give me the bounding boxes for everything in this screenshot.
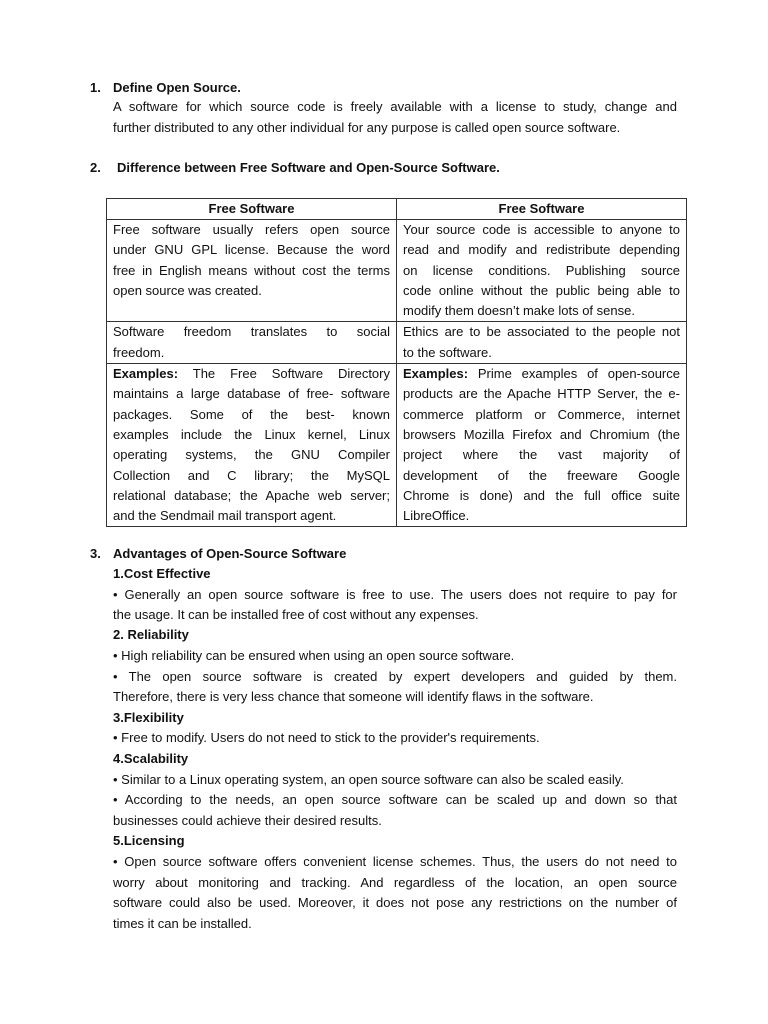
cell-line: on license conditions. Publishing source (403, 262, 680, 278)
q3-heading (90, 544, 346, 564)
section-heading-scalability: 4.Scalability (113, 751, 189, 766)
section-line: times it can be installed. (113, 916, 252, 931)
cell-line: development of the freeware Google (403, 467, 680, 483)
table-header-open-source-software: Free Software (397, 199, 687, 220)
section-line: • High reliability can be ensured when using an open source software. (113, 648, 515, 663)
section-heading-reliability: 2. Reliability (113, 627, 189, 642)
table-cell-left (107, 364, 397, 527)
section-line: businesses could achieve their desired results. (113, 813, 382, 828)
section-line: • Similar to a Linux operating system, an open source software can also be scaled easily. (113, 772, 624, 787)
table-row (107, 220, 687, 322)
q3-title: Advantages of Open-Source Software (113, 546, 347, 561)
cell-line: Chrome is done) and the full office suite (403, 487, 680, 503)
examples-label: Examples: (113, 366, 179, 382)
cell-line: commerce platform or Commerce, internet (403, 406, 680, 422)
cell-line: freedom. (113, 344, 165, 360)
section-line: • Generally an open source software is free to use. The users does not require to pay for (113, 587, 677, 602)
table-cell-right (397, 364, 687, 527)
section-line: worry about monitoring and tracking. And regardless of the location, an open source (113, 875, 677, 890)
cell-line (113, 364, 390, 384)
q2-number: 2. (90, 160, 101, 175)
section-line: software could also be used. Moreover, it does not pose any restrictions on the number of (113, 895, 677, 910)
section-line: Therefore, there is very less chance that someone will identify flaws in the software. (113, 689, 594, 704)
cell-line: code online without the public being able to (403, 282, 680, 298)
cell-line (403, 364, 680, 384)
table-cell-left (107, 220, 397, 322)
section-line: • Free to modify. Users do not need to stick to the provider's requirements. (113, 730, 540, 745)
table-header-free-software: Free Software (107, 199, 397, 220)
cell-line: read and modify and redistribute depending (403, 242, 680, 258)
section-heading-cost-effective: 1.Cost Effective (113, 566, 211, 581)
section-line: • Open source software offers convenient license schemes. Thus, the users do not need to (113, 854, 677, 869)
examples-text: Prime examples of open-source (468, 366, 680, 382)
q2-title: Difference between Free Software and Open-Source Software. (117, 160, 500, 175)
examples-label: Examples: (403, 366, 469, 382)
cell-line: packages. Some of the best- known (113, 406, 390, 422)
section-heading-flexibility: 3.Flexibility (113, 710, 184, 725)
cell-line: Free software usually refers open source (113, 222, 390, 237)
q1-line-2: further distributed to any other individual for any purpose is called open source software. (113, 120, 621, 135)
cell-line: Collection and C library; the MySQL (113, 467, 390, 483)
table-row (107, 364, 687, 527)
cell-line: browsers Mozilla Firefox and Chromium (the (403, 426, 680, 442)
q2-heading (90, 158, 500, 178)
comparison-table (106, 198, 687, 527)
section-line: the usage. It can be installed free of cost without any expenses. (113, 607, 479, 622)
cell-line: maintains a large database of free- software (113, 386, 390, 402)
table-header-row (107, 199, 687, 220)
cell-line: modify them doesn’t make lots of sense. (403, 303, 635, 319)
cell-line: LibreOffice. (403, 508, 470, 524)
table-cell-left (107, 322, 397, 364)
q1-number: 1. (90, 80, 101, 95)
cell-line: Ethics are to be associated to the people not (403, 324, 680, 340)
cell-line: to the software. (403, 344, 492, 360)
q3-number: 3. (90, 546, 101, 561)
cell-line: examples include the Linux kernel, Linux (113, 426, 390, 442)
table-cell-right (397, 220, 687, 322)
cell-line: and the Sendmail mail transport agent. (113, 508, 337, 524)
table-row (107, 322, 687, 364)
cell-line: Software freedom translates to social (113, 324, 390, 340)
cell-line: free in English means without cost the terms (113, 262, 390, 278)
cell-line: open source was created. (113, 282, 262, 298)
q1-heading (90, 78, 241, 98)
section-line: • The open source software is created by expert developers and guided by them. (113, 669, 677, 684)
cell-line: under GNU GPL license. Because the word (113, 242, 390, 258)
section-heading-licensing: 5.Licensing (113, 833, 185, 848)
cell-line: project where the vast majority of (403, 447, 680, 463)
q1-line-1: A software for which source code is freely available with a license to study, change and (113, 99, 677, 114)
section-line: • According to the needs, an open source software can be scaled up and down so that (113, 792, 677, 807)
q1-title: Define Open Source. (113, 80, 241, 95)
cell-line: operating systems, the GNU Compiler (113, 447, 390, 463)
examples-text: The Free Software Directory (178, 366, 390, 382)
cell-line: products are the Apache HTTP Server, the e- (403, 386, 680, 402)
cell-line: relational database; the Apache web server; (113, 487, 390, 503)
cell-line: Your source code is accessible to anyone to (403, 222, 680, 237)
table-cell-right (397, 322, 687, 364)
